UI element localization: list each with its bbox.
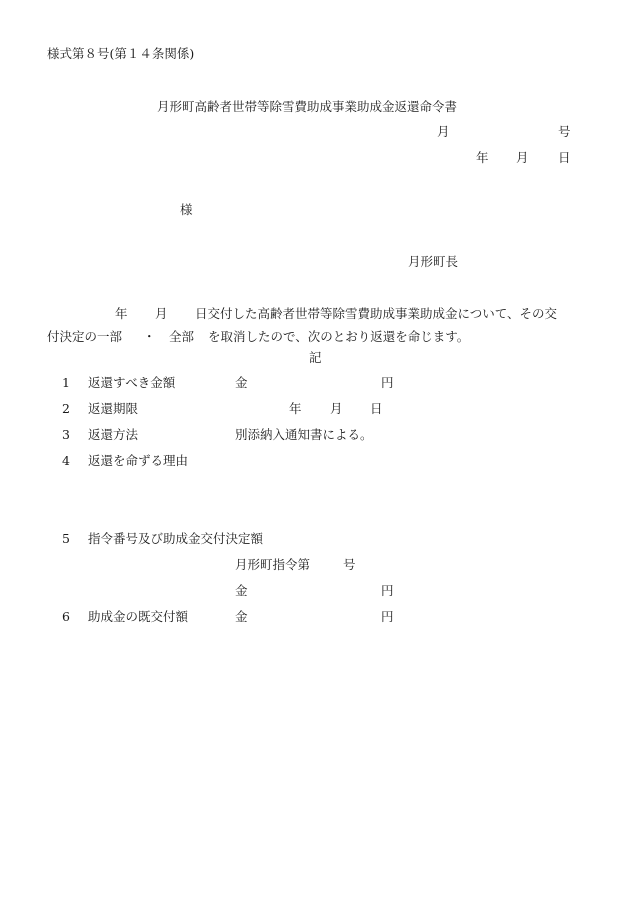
number-suffix: 号 [558, 124, 571, 139]
body-text-line2-c: を取消したので、次のとおり返還を命じます。 [208, 329, 470, 344]
amount-unit: 円 [381, 583, 394, 598]
item-label: 返還方法 [88, 427, 139, 442]
item-number: 1 [62, 375, 70, 390]
item-number: 4 [62, 453, 70, 468]
amount-unit: 円 [381, 375, 394, 390]
addressee-suffix: 様 [180, 202, 193, 217]
body-text-line2-b: 全部 [169, 329, 195, 344]
document-title: 月形町高齢者世帯等除雪費助成事業助成金返還命令書 [157, 99, 458, 114]
ki-marker: 記 [309, 350, 322, 365]
item-label: 返還期限 [88, 401, 139, 416]
number-month: 月 [437, 124, 450, 139]
issuer: 月形町長 [408, 254, 459, 269]
method-value: 別添納入通知書による。 [235, 427, 373, 442]
body-separator: ・ [143, 329, 156, 344]
item-label: 指令番号及び助成金交付決定額 [88, 531, 264, 546]
body-text-line2-a: 付決定の一部 [47, 329, 123, 344]
body-year: 年 [115, 306, 128, 321]
item-label: 助成金の既交付額 [88, 609, 189, 624]
order-number-suffix: 号 [343, 557, 356, 572]
order-number-prefix: 月形町指令第 [235, 557, 311, 572]
date-month: 月 [516, 150, 529, 165]
deadline-day: 日 [370, 401, 383, 416]
date-day: 日 [558, 150, 571, 165]
amount-prefix: 金 [235, 583, 248, 598]
item-number: 3 [62, 427, 70, 442]
body-text-line1: 日交付した高齢者世帯等除雪費助成事業助成金について、その交 [195, 306, 558, 321]
deadline-year: 年 [289, 401, 302, 416]
form-label: 様式第８号(第１４条関係) [47, 46, 195, 61]
item-number: 6 [62, 609, 70, 624]
body-month: 月 [155, 306, 168, 321]
amount-prefix: 金 [235, 609, 248, 624]
item-label: 返還すべき金額 [88, 375, 176, 390]
amount-prefix: 金 [235, 375, 248, 390]
deadline-month: 月 [330, 401, 343, 416]
amount-unit: 円 [381, 609, 394, 624]
date-year: 年 [476, 150, 489, 165]
item-number: 2 [62, 401, 70, 416]
item-number: 5 [62, 531, 70, 546]
item-label: 返還を命ずる理由 [88, 453, 189, 468]
